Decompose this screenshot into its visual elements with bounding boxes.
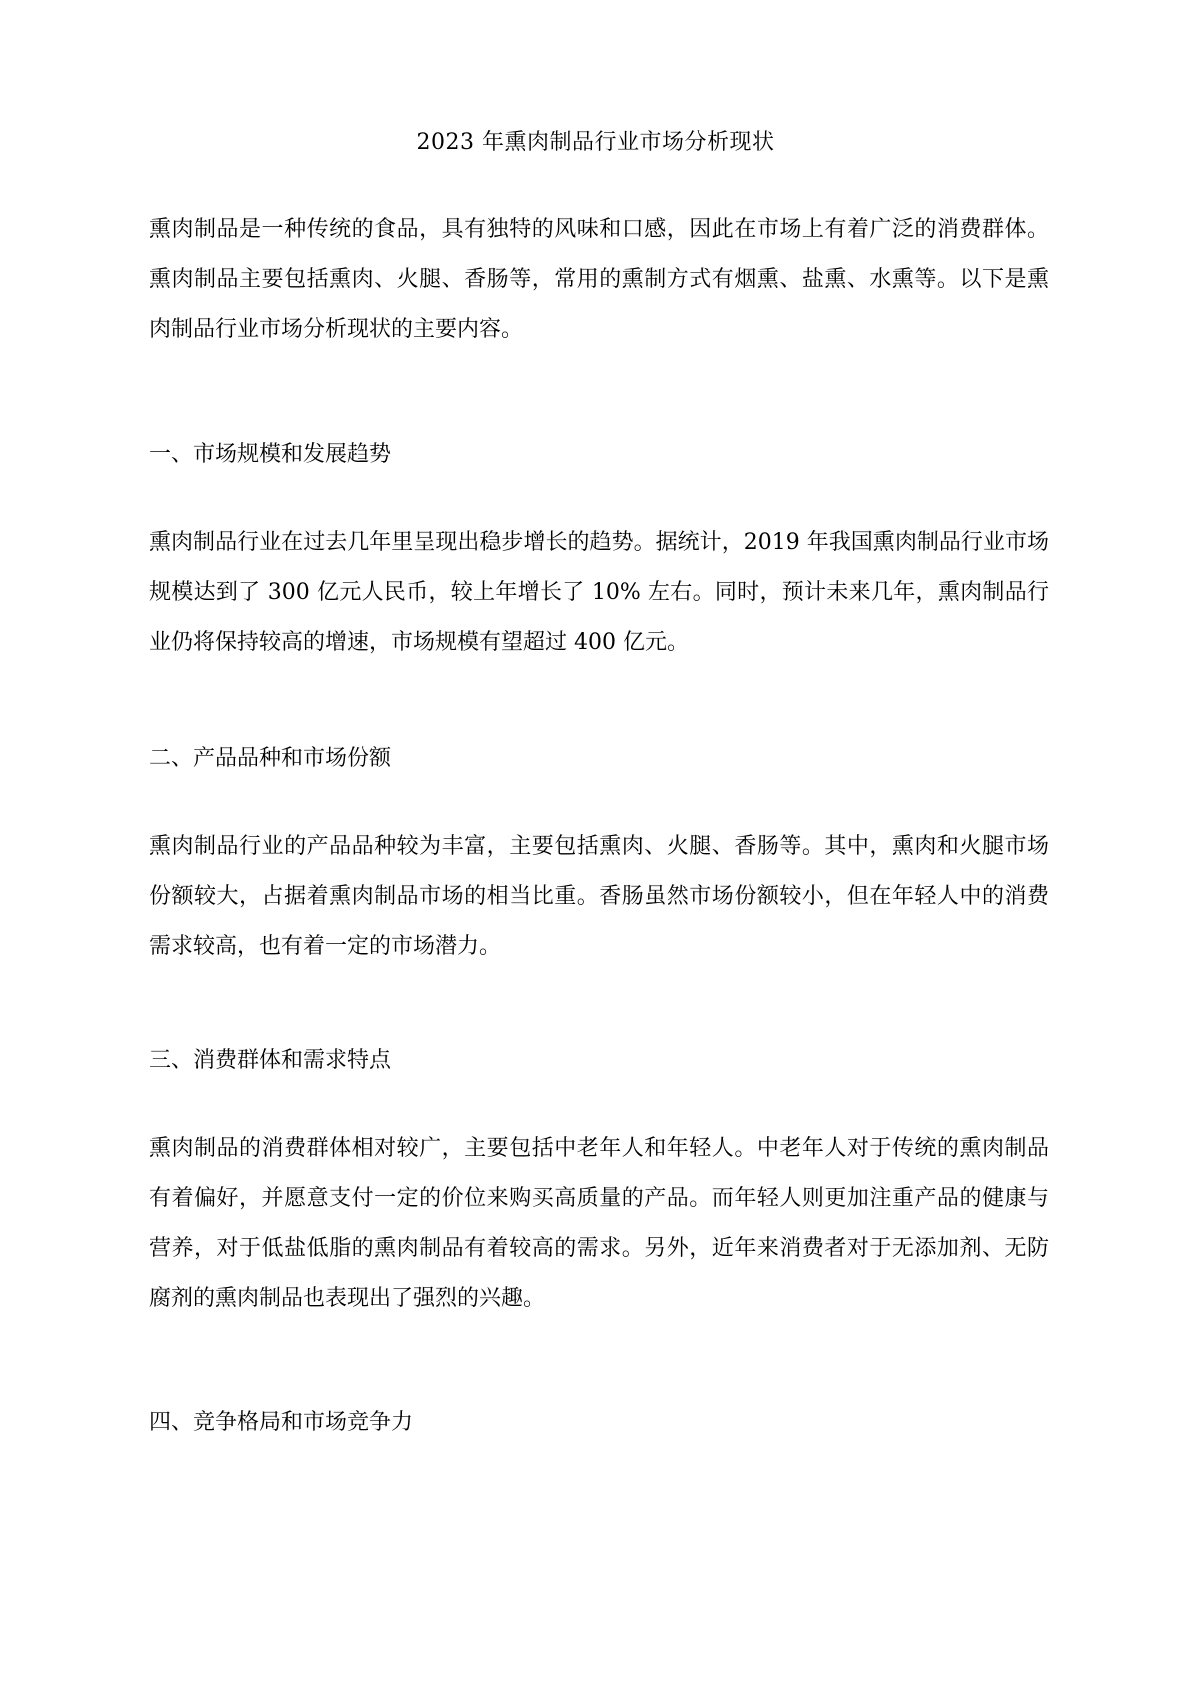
section-heading-3: 三、消费群体和需求特点	[149, 1048, 392, 1073]
section-heading-1: 一、市场规模和发展趋势	[149, 442, 392, 467]
section-heading-2: 二、产品品种和市场份额	[149, 746, 392, 771]
section-body-1: 熏肉制品行业在过去几年里呈现出稳步增长的趋势。据统计，2019 年我国熏肉制品行业市场规模达到了 300 亿元人民币，较上年增长了 10% 左右。同时，预计未来几年，熏肉制品行业仍将保持较高的增速，市场规模有望超过 400 亿元。	[149, 530, 1049, 655]
intro-paragraph: 熏肉制品是一种传统的食品，具有独特的风味和口感，因此在市场上有着广泛的消费群体。熏肉制品主要包括熏肉、火腿、香肠等，常用的熏制方式有烟熏、盐熏、水熏等。以下是熏肉制品行业市场分析现状的主要内容。	[149, 217, 1049, 342]
document-title: 2023 年熏肉制品行业市场分析现状	[416, 130, 775, 155]
section-body-2: 熏肉制品行业的产品品种较为丰富，主要包括熏肉、火腿、香肠等。其中，熏肉和火腿市场份额较大，占据着熏肉制品市场的相当比重。香肠虽然市场份额较小，但在年轻人中的消费需求较高，也有着一定的市场潜力。	[149, 834, 1049, 959]
section-body-3: 熏肉制品的消费群体相对较广，主要包括中老年人和年轻人。中老年人对于传统的熏肉制品有着偏好，并愿意支付一定的价位来购买高质量的产品。而年轻人则更加注重产品的健康与营养，对于低盐低脂的熏肉制品有着较高的需求。另外，近年来消费者对于无添加剂、无防腐剂的熏肉制品也表现出了强烈的兴趣。	[149, 1136, 1049, 1311]
section-heading-4: 四、竞争格局和市场竞争力	[149, 1410, 414, 1435]
